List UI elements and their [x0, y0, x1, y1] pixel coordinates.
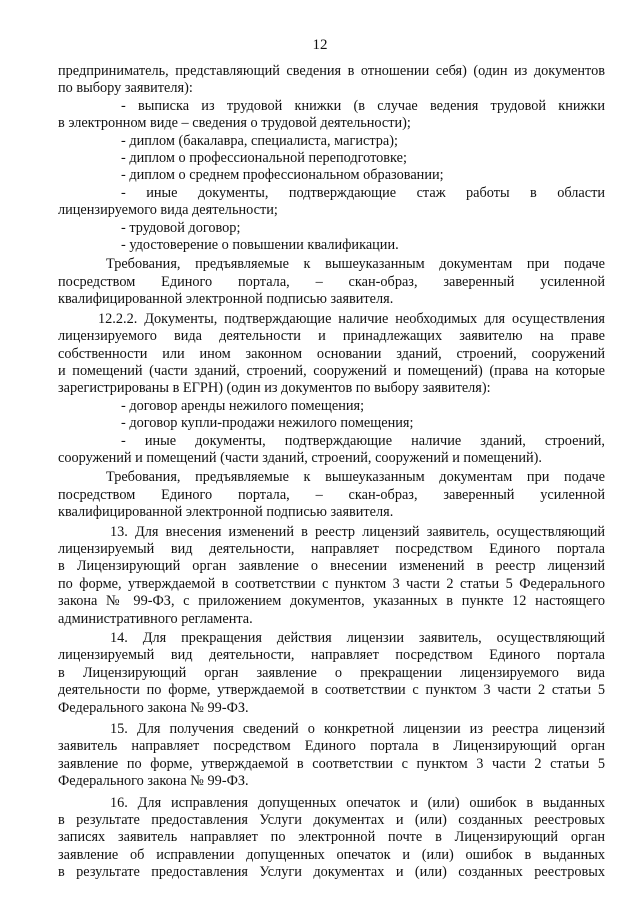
- text-line: лицензируемый вид деятельности, направляет посредством Единого портала: [58, 647, 605, 664]
- text-line: по форме, утверждаемой в соответствии с пунктом 3 части 2 статьи 5 Федерального: [58, 575, 605, 592]
- list-item: - диплом (бакалавра, специалиста, магистра);: [121, 132, 398, 149]
- text-line: квалифицированной электронной подписью заявителя.: [58, 504, 394, 521]
- list-item: - иные документы, подтверждающие стаж работы в области: [121, 184, 605, 201]
- text-line: посредством Единого портала, – скан-образ, заверенный усиленной: [58, 273, 605, 290]
- text-line: и помещений (части зданий, строений, сооружений и помещений) (права на которые: [58, 362, 605, 379]
- paragraph-start: Требования, предъявляемые к вышеуказанным документам при подаче: [106, 256, 605, 273]
- text-line: записях заявитель направляет по электронной почте в Лицензирующий орган: [58, 829, 605, 846]
- text-line: в Лицензирующий орган заявление о прекращении лицензируемого вида: [58, 664, 605, 681]
- text-line: предприниматель, представляющий сведения в отношении себя) (один из документов: [58, 63, 605, 79]
- text-line: деятельности по форме, утверждаемой в соответствии с пунктом 3 части 2 статьи 5: [58, 682, 605, 699]
- text-line: заявление по форме, утверждаемой в соответствии с пунктом 3 части 2 статьи 5: [58, 755, 605, 772]
- list-item: - выписка из трудовой книжки (в случае ведения трудовой книжки: [121, 97, 605, 114]
- paragraph-start: 13. Для внесения изменений в реестр лицензий заявитель, осуществляющий: [110, 523, 605, 540]
- text-line: административного регламента.: [58, 610, 253, 627]
- text-line: лицензируемый вид деятельности, направляет посредством Единого портала: [58, 540, 605, 557]
- list-item: - диплом о среднем профессиональном образовании;: [121, 167, 444, 184]
- text-line: зарегистрированы в ЕГРН) (один из документов по выбору заявителя):: [58, 380, 491, 397]
- text-line: в электронном виде – сведения о трудовой деятельности);: [58, 115, 411, 132]
- list-item: - иные документы, подтверждающие наличие зданий, строений,: [121, 432, 605, 449]
- page-number: 12: [312, 37, 328, 53]
- paragraph-start: 12.2.2. Документы, подтверждающие наличие необходимых для осуществления: [98, 310, 605, 327]
- list-item: - диплом о профессиональной переподготовке;: [121, 150, 407, 167]
- paragraph-start: 15. Для получения сведений о конкретной лицензии из реестра лицензий: [110, 721, 605, 738]
- text-line: собственности или ином законном основании зданий, строений, сооружений: [58, 345, 605, 362]
- text-line: заявление об исправлении допущенных опечаток и (или) ошибок в выданных: [58, 846, 605, 863]
- document-body: [58, 63, 605, 882]
- paragraph-start: 14. Для прекращения действия лицензии заявитель, осуществляющий: [110, 630, 605, 646]
- text-line: закона № 99-ФЗ, с приложением документов, указанных в пункте 12 настоящего: [58, 593, 605, 610]
- text-line: в Лицензирующий орган заявление о внесении изменений в реестр лицензий: [58, 558, 605, 575]
- paragraph-start: Требования, предъявляемые к вышеуказанным документам при подаче: [106, 469, 605, 486]
- paragraph-start: 16. Для исправления допущенных опечаток и (или) ошибок в выданных: [110, 794, 605, 811]
- list-item: - удостоверение о повышении квалификации.: [121, 237, 399, 254]
- text-line: лицензируемого вида деятельности и принадлежащих заявителю на праве: [58, 328, 605, 345]
- text-line: квалифицированной электронной подписью заявителя.: [58, 291, 394, 308]
- text-line: сооружений и помещений (части зданий, строений, сооружений и помещений).: [58, 449, 542, 466]
- text-line: Федерального закона № 99-ФЗ.: [58, 773, 249, 790]
- text-line: в результате предоставления Услуги документах и (или) созданных реестровых: [58, 864, 605, 881]
- text-line: заявитель направляет посредством Единого портала в Лицензирующий орган: [58, 738, 605, 755]
- text-line: по выбору заявителя):: [58, 80, 193, 97]
- list-item: - трудовой договор;: [121, 219, 241, 236]
- text-line: лицензируемого вида деятельности;: [58, 202, 278, 219]
- text-line: Федерального закона № 99-ФЗ.: [58, 699, 249, 716]
- text-line: посредством Единого портала, – скан-образ, заверенный усиленной: [58, 486, 605, 503]
- list-item: - договор купли-продажи нежилого помещения;: [121, 415, 414, 432]
- text-line: в результате предоставления Услуги документах и (или) созданных реестровых: [58, 812, 605, 829]
- list-item: - договор аренды нежилого помещения;: [121, 397, 365, 414]
